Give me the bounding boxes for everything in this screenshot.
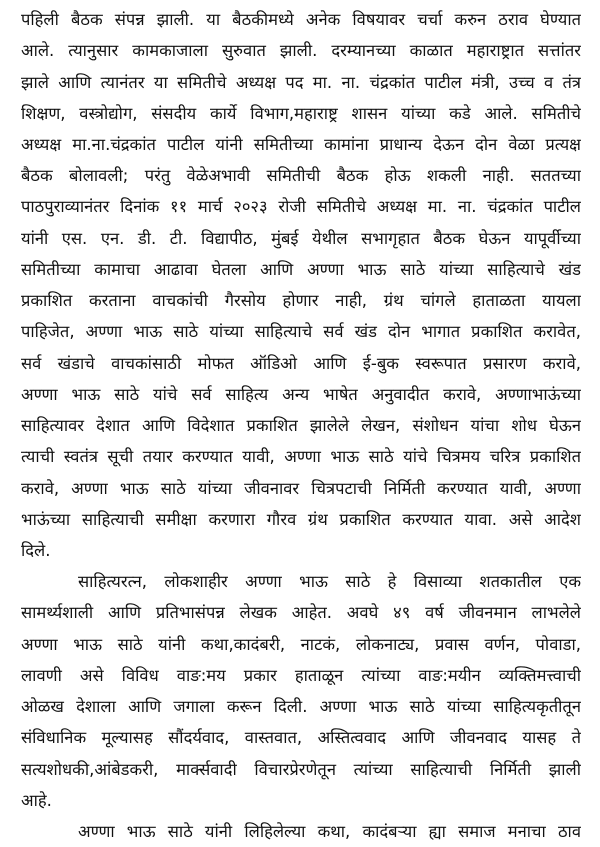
paragraph-first-line: साहित्यरत्न, लोकशाहीर अण्णा भाऊ साठे हे विसाव्या शतकातील एक (78, 572, 581, 592)
text-line: आले. त्यानुसार कामकाजाला सुरुवात झाली. दरम्यानच्या काळात महाराष्ट्रात सत्तांतर (21, 41, 581, 61)
text-line: समितीच्या कामाचा आढावा घेतला आणि अण्णा भाऊ साठे यांच्या साहित्याचे खंड (21, 259, 581, 279)
text-line: पाहिजेत, अण्णा भाऊ साठे यांच्या साहित्याचे सर्व खंड दोन भागात प्रकाशित करावेत, (21, 322, 581, 342)
text-line: सर्व खंडाचे वाचकांसाठी मोफत ऑडिओ आणि ई-बुक स्वरूपात प्रसारण करावे, (21, 353, 581, 373)
text-line: साहित्यावर देशात आणि विदेशात प्रकाशित झालेले लेखन, संशोधन यांचा शोध घेऊन (21, 416, 581, 435)
text-line: शिक्षण, वस्त्रोद्योग, संसदीय कार्ये विभाग,महाराष्ट्र शासन यांच्या कडे आले. समितीचे (21, 103, 581, 123)
text-line: ओळख देशाला आणि जगाला करून दिली. अण्णा भाऊ साठे यांच्या साहित्यकृतीतून (21, 697, 581, 717)
text-line: आहे. (21, 790, 52, 810)
text-line: लावणी असे विविध वाङ:मय प्रकार हाताळून त्यांच्या वाङ:मयीन व्यक्तिमत्त्वाची (21, 665, 581, 685)
paragraph-first-line: अण्णा भाऊ साठे यांनी लिहिलेल्या कथा, कादंबऱ्या ह्या समाज मनाचा ठाव (78, 822, 581, 841)
text-line: त्याची स्वतंत्र सूची तयार करण्यात यावी, अण्णा भाऊ साठे यांचे चित्रमय चरित्र प्रकाशित (21, 447, 581, 467)
text-line: पाठपुराव्यानंतर दिनांक ११ मार्च २०२३ रोजी समितीचे अध्यक्ष मा. ना. चंद्रकांत पाटील (21, 197, 581, 217)
text-line: भाऊंच्या साहित्याची समीक्षा करणारा गौरव ग्रंथ प्रकाशित करण्यात यावा. असे आदेश (21, 509, 581, 529)
text-line: प्रकाशित करताना वाचकांची गैरसोय होणार नाही, ग्रंथ चांगले हाताळता यायला (21, 291, 581, 311)
text-line: यांनी एस. एन. डी. टी. विद्यापीठ, मुंबई येथील सभागृहात बैठक घेऊन यापूर्वीच्या (21, 228, 581, 248)
text-line: संविधानिक मूल्यासह सौंदर्यवाद, वास्तवात, अस्तित्ववाद आणि जीवनवाद यासह ते (21, 728, 581, 748)
text-line: अण्णा भाऊ साठे यांचे सर्व साहित्य अन्य भाषेत अनुवादीत करावे, अण्णाभाऊंच्या (21, 384, 581, 404)
text-line: अध्यक्ष मा.ना.चंद्रकांत पाटील यांनी समितीच्या कामांना प्राधान्य देऊन दोन वेळा प्रत्यक्ष (21, 134, 581, 154)
text-line: सत्यशोधकी,आंबेडकरी, मार्क्सवादी विचारप्रेरणेतून त्यांच्या साहित्याची निर्मिती झाली (21, 759, 581, 779)
text-line: सामर्थ्यशाली आणि प्रतिभासंपन्न लेखक आहेत. अवघे ४९ वर्ष जीवनमान लाभलेले (21, 603, 581, 623)
text-line: अण्णा भाऊ साठे यांनी कथा,कादंबरी, नाटकं, लोकनाट्य, प्रवास वर्णन, पोवाडा, (21, 634, 581, 654)
text-line: पहिली बैठक संपन्न झाली. या बैठकीमध्ये अनेक विषयावर चर्चा करुन ठराव घेण्यात (21, 10, 581, 29)
text-line: दिले. (21, 540, 51, 560)
text-line: बैठक बोलावली; परंतु वेळेअभावी समितीची बैठक होऊ शकली नाही. सततच्या (21, 166, 581, 186)
text-line: करावे, अण्णा भाऊ साठे यांच्या जीवनावर चित्रपटाची निर्मिती करण्यात यावी, अण्णा (21, 478, 581, 498)
text-line: झाले आणि त्यानंतर या समितीचे अध्यक्ष पद मा. ना. चंद्रकांत पाटील मंत्री, उच्च व तंत्र (21, 72, 581, 92)
